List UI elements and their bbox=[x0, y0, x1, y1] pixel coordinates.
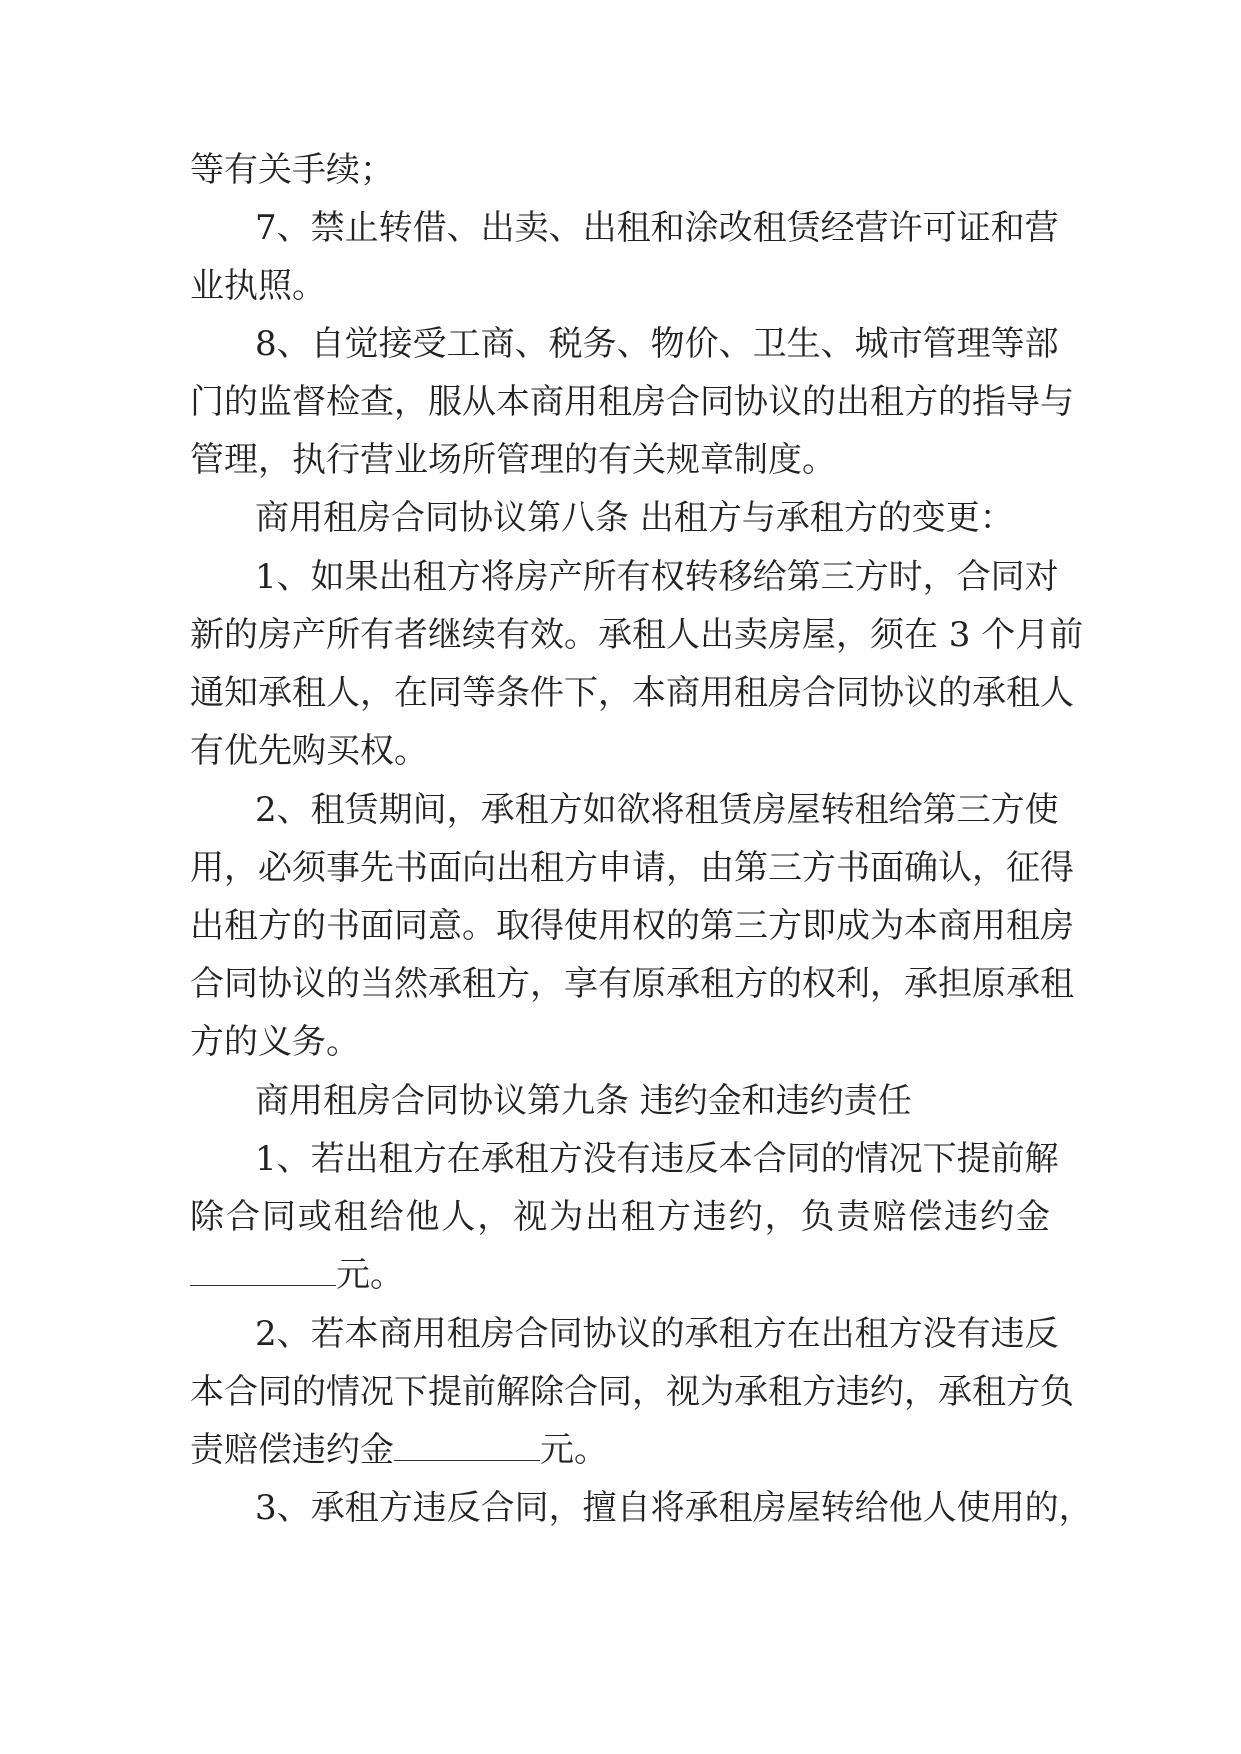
text-line-4: 8、自觉接受工商、税务、物价、卫生、城市管理等部 bbox=[255, 324, 1059, 364]
text-line-9: 新的房产所有者继续有效。承租人出卖房屋，须在 3 个月前 bbox=[190, 615, 1084, 655]
section-heading-8: 商用租房合同协议第八条 出租方与承租方的变更： bbox=[255, 498, 1014, 538]
text-line-11: 有优先购买权。 bbox=[190, 731, 428, 771]
text-line-22: 本合同的情况下提前解除合同，视为承租方违约，承租方负 bbox=[190, 1372, 1074, 1412]
text-line-21: 2、若本商用租房合同协议的承租方在出租方没有违反 bbox=[255, 1314, 1059, 1354]
text-line-24: 3、承租方违反合同，擅自将承租房屋转给他人使用的， bbox=[255, 1488, 1093, 1528]
text-line-8: 1、如果出租方将房产所有权转移给第三方时，合同对 bbox=[255, 557, 1059, 597]
penalty-text: 责赔偿违约金 bbox=[190, 1430, 394, 1470]
text-line-5: 门的监督检查，服从本商用租房合同协议的出租方的指导与 bbox=[190, 382, 1074, 422]
text-line-18: 1、若出租方在承租方没有违反本合同的情况下提前解 bbox=[255, 1139, 1059, 1179]
text-line-12: 2、租赁期间，承租方如欲将租赁房屋转租给第三方使 bbox=[255, 790, 1059, 830]
text-line-13: 用，必须事先书面向出租方申请，由第三方书面确认，征得 bbox=[190, 848, 1074, 888]
text-line-6: 管理，执行营业场所管理的有关规章制度。 bbox=[190, 440, 836, 480]
text-line-2: 7、禁止转借、出卖、出租和涂改租赁经营许可证和营 bbox=[255, 208, 1059, 248]
blank-field-penalty-1 bbox=[190, 1255, 336, 1286]
text-line-10: 通知承租人，在同等条件下，本商用租房合同协议的承租人 bbox=[190, 673, 1074, 713]
text-line-14: 出租方的书面同意。取得使用权的第三方即成为本商用租房 bbox=[190, 906, 1074, 946]
unit-yuan-1: 元。 bbox=[336, 1255, 404, 1295]
text-line-16: 方的义务。 bbox=[190, 1022, 360, 1062]
section-heading-9: 商用租房合同协议第九条 违约金和违约责任 bbox=[255, 1081, 912, 1121]
unit-yuan-2: 元。 bbox=[540, 1430, 608, 1470]
text-line-19: 除合同或租给他人，视为出租方违约，负责赔偿违约金 bbox=[190, 1197, 1050, 1237]
text-line-20 bbox=[190, 1251, 1050, 1299]
blank-field-penalty-2 bbox=[394, 1430, 540, 1461]
text-line-1: 等有关手续； bbox=[190, 150, 394, 190]
text-line-23 bbox=[190, 1426, 1050, 1474]
text-line-3: 业执照。 bbox=[190, 266, 326, 306]
text-line-15: 合同协议的当然承租方，享有原承租方的权利，承担原承租 bbox=[190, 964, 1074, 1004]
